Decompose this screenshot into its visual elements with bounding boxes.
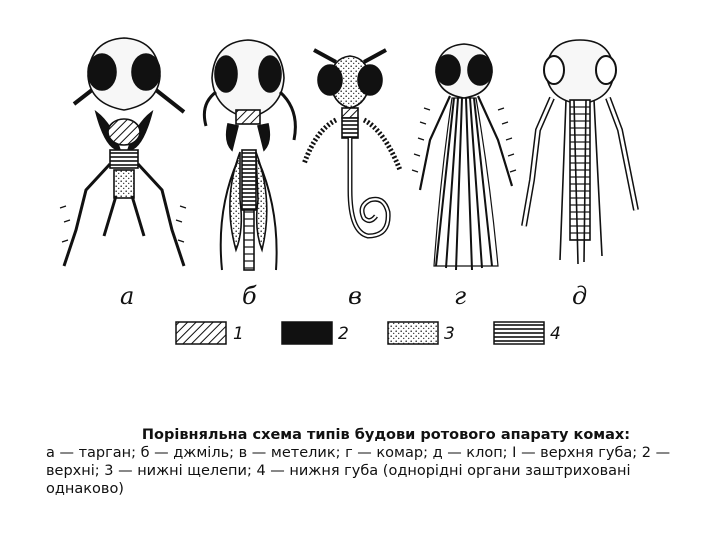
panel-label-v: в bbox=[348, 282, 362, 310]
legend-number-3: 3 bbox=[444, 324, 455, 344]
figure-caption bbox=[46, 426, 686, 498]
legend-swatch-2 bbox=[282, 322, 332, 344]
bug-mouthparts-drawing bbox=[524, 40, 636, 264]
legend-swatch-3 bbox=[388, 322, 438, 344]
panel-label-a: а bbox=[120, 282, 135, 310]
panel-label-b: б bbox=[242, 282, 257, 310]
legend-swatch-4 bbox=[494, 322, 544, 344]
legend-number-1: 1 bbox=[233, 324, 244, 344]
panel-label-d: д bbox=[572, 282, 588, 310]
butterfly-mouthparts-drawing bbox=[304, 50, 400, 236]
bumblebee-mouthparts-drawing bbox=[204, 40, 295, 270]
caption-body: а — тарган; б — джміль; в — метелик; г — комар; д — клоп; I — верхня губа; 2 — верхні; 3 — нижні щелепи; 4 — нижня губа (однорідні органи заштриховані однаково) bbox=[46, 445, 671, 497]
mosquito-mouthparts-drawing bbox=[412, 44, 516, 270]
cockroach-mouthparts-drawing bbox=[60, 38, 186, 266]
caption-title: Порівняльна схема типів будови ротового апарату комах: bbox=[141, 427, 631, 443]
legend-swatch-1 bbox=[176, 322, 226, 344]
legend-number-2: 2 bbox=[338, 324, 349, 344]
panel-label-g: г bbox=[454, 282, 467, 310]
legend-number-4: 4 bbox=[550, 324, 561, 344]
